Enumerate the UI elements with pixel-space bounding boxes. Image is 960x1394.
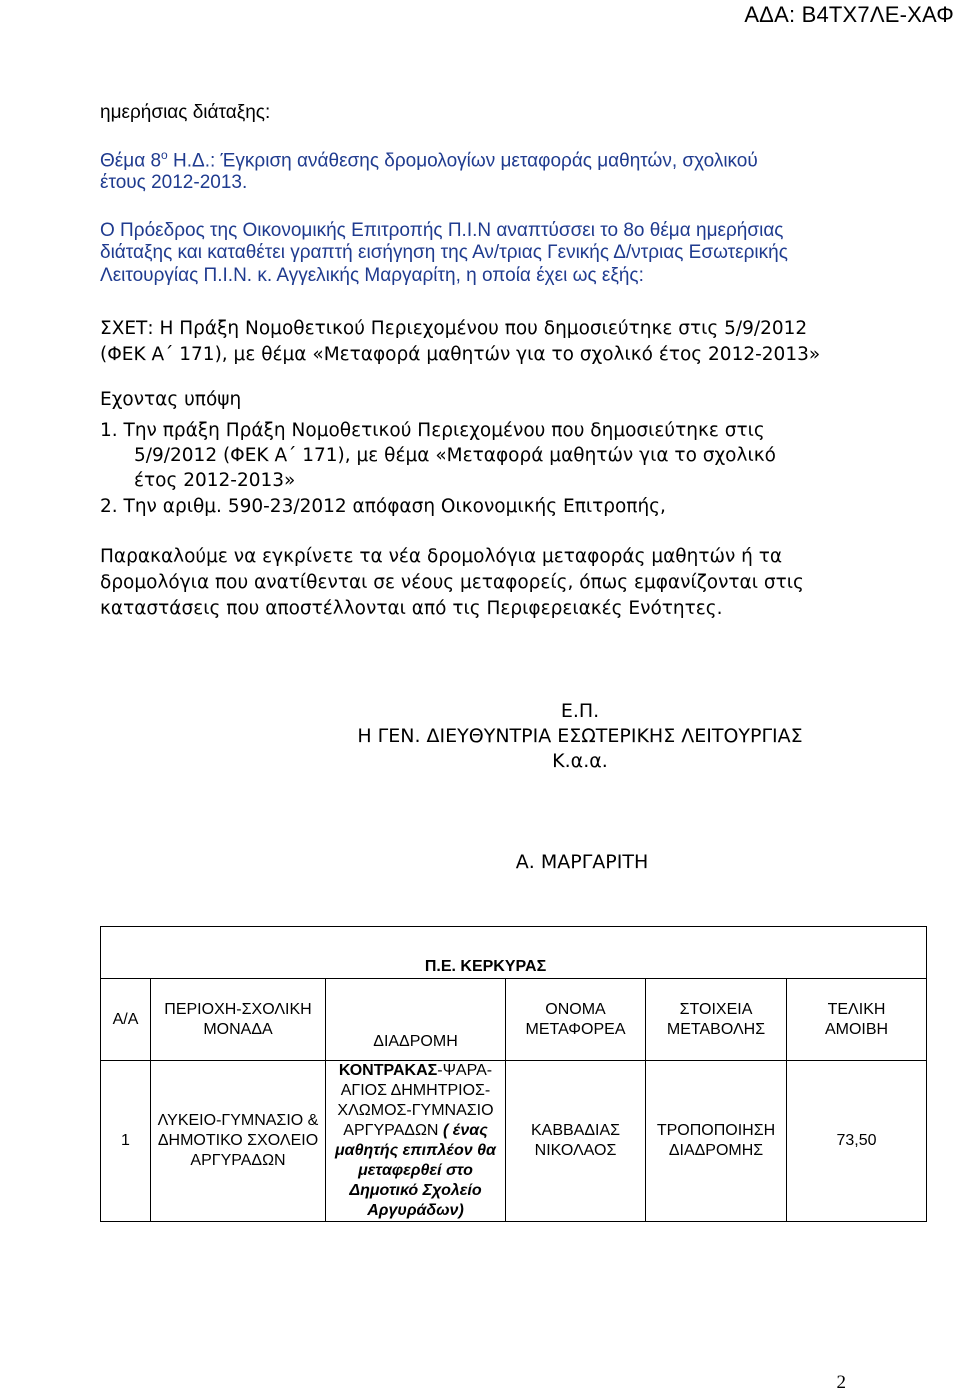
exontas-label: Εχοντας υπόψη bbox=[100, 389, 242, 410]
row-route-note-5: Αργυράδων) bbox=[367, 1202, 464, 1219]
row-aa: 1 bbox=[101, 1061, 151, 1222]
request-line-1: Παρακαλούμε να εγκρίνετε τα νέα δρομολόγια μεταφοράς μαθητών ή τα bbox=[100, 546, 783, 567]
ada-code: ΑΔΑ: Β4ΤΧ7ΛΕ-ΧΑΦ bbox=[744, 2, 954, 27]
row-area-line-1: ΛΥΚΕΙΟ-ΓΥΜΝΑΣΙΟ & bbox=[157, 1112, 319, 1129]
row-carrier-line-1: ΚΑΒΒΑΔΙΑΣ bbox=[530, 1122, 621, 1139]
header-row bbox=[101, 979, 927, 1061]
row-change-line-2: ΔΙΑΔΡΟΜΗΣ bbox=[668, 1142, 764, 1159]
intro-line-1: Ο Πρόεδρος της Οικονομικής Επιτροπής Π.Ι.Ν αναπτύσσει το 8ο θέμα ημερήσιας bbox=[100, 220, 784, 241]
header-area-line-1: ΠΕΡΙΟΧΗ-ΣΧΟΛΙΚΗ bbox=[164, 1000, 312, 1018]
row-change-line-1: ΤΡΟΠΟΠΟΙΗΣΗ bbox=[656, 1122, 776, 1139]
page-number: 2 bbox=[836, 1372, 846, 1393]
row-route-r2: ΑΓΙΟΣ ΔΗΜΗΤΡΙΟΣ- bbox=[340, 1082, 491, 1099]
signature-name: Α. ΜΑΡΓΑΡΙΤΗ bbox=[515, 851, 649, 873]
intro-line-2: διάταξης και καταθέτει γραπτή εισήγηση της Αν/τριας Γενικής Δ/ντριας Εσωτερικής bbox=[100, 242, 788, 263]
row-route-note-1: ( ένας bbox=[442, 1122, 488, 1139]
intro-line-3: Λειτουργίας Π.Ι.Ν. κ. Αγγελικής Μαργαρίτη, η οποία έχει ως εξής: bbox=[100, 265, 644, 286]
header-fee bbox=[787, 979, 927, 1061]
row-route bbox=[326, 1061, 506, 1222]
header-aa: Α/Α bbox=[101, 979, 151, 1061]
request-line-2: δρομολόγια που ανατίθενται σε νέους μεταφορείς, όπως εμφανίζονται στις bbox=[100, 572, 804, 593]
agenda-label: ημερήσιας διάταξης: bbox=[100, 102, 271, 123]
row-route-bold: ΚΟΝΤΡΑΚΑΣ bbox=[338, 1062, 438, 1079]
row-route-r4: ΑΡΓΥΡΑΔΩΝ bbox=[343, 1122, 443, 1139]
item-2: 2. Την αριθμ. 590-23/2012 απόφαση Οικονομικής Επιτροπής, bbox=[100, 496, 666, 517]
header-fee-line-2: ΑΜΟΙΒΗ bbox=[824, 1020, 889, 1038]
sxet-line-2: (ΦΕΚ Α΄ 171), με θέμα «Μεταφορά μαθητών για το σχολικό έτος 2012-2013» bbox=[100, 344, 821, 365]
routes-table bbox=[100, 926, 927, 1222]
row-route-note-2: μαθητής επιπλέον θα bbox=[335, 1142, 496, 1159]
signature-ep: Ε.Π. bbox=[560, 700, 600, 722]
region-row bbox=[101, 927, 927, 979]
row-area bbox=[151, 1061, 326, 1222]
theme-rest: : Έγκριση ανάθεσης δρομολογίων μεταφοράς μαθητών, σχολικού bbox=[209, 150, 758, 172]
theme-mid: Η.Δ. bbox=[167, 150, 210, 172]
header-fee-line-1: ΤΕΛΙΚΗ bbox=[827, 1000, 886, 1018]
row-route-r1: -ΨΑΡΑ- bbox=[437, 1062, 493, 1079]
signature-kaa: Κ.α.α. bbox=[552, 750, 608, 772]
row-fee: 73,50 bbox=[787, 1061, 927, 1222]
theme-prefix: Θέμα 8 bbox=[100, 150, 162, 172]
theme-sup: ο bbox=[161, 148, 168, 162]
row-route-r3: ΧΛΩΜΟΣ-ΓΥΜΝΑΣΙΟ bbox=[337, 1102, 494, 1119]
signature-title: Η ΓΕΝ. ΔΙΕΥΘΥΝΤΡΙΑ ΕΣΩΤΕΡΙΚΗΣ ΛΕΙΤΟΥΡΓΙΑΣ bbox=[357, 725, 803, 747]
row-route-note-3: μεταφερθεί στο bbox=[358, 1162, 473, 1179]
row-change bbox=[646, 1061, 787, 1222]
row-area-line-2: ΔΗΜΟΤΙΚΟ ΣΧΟΛΕΙΟ bbox=[157, 1132, 319, 1149]
header-area bbox=[151, 979, 326, 1061]
item-1-line-2: 5/9/2012 (ΦΕΚ Α΄ 171), με θέμα «Μεταφορά μαθητών για το σχολικό bbox=[134, 445, 776, 466]
item-1-line-3: έτος 2012-2013» bbox=[134, 470, 296, 491]
row-route-note-4: Δημοτικό Σχολείο bbox=[349, 1182, 482, 1199]
header-change-line-2: ΜΕΤΑΒΟΛΗΣ bbox=[666, 1020, 766, 1038]
region-title: Π.Ε. ΚΕΡΚΥΡΑΣ bbox=[326, 927, 646, 979]
row-carrier bbox=[506, 1061, 646, 1222]
header-change-line-1: ΣΤΟΙΧΕΙΑ bbox=[679, 1000, 753, 1018]
header-change bbox=[646, 979, 787, 1061]
theme-line-1 bbox=[100, 148, 758, 172]
table-row bbox=[101, 1061, 927, 1222]
row-area-line-3: ΑΡΓΥΡΑΔΩΝ bbox=[190, 1152, 286, 1169]
header-carrier-line-2: ΜΕΤΑΦΟΡΕΑ bbox=[525, 1020, 626, 1038]
item-1-line-1: 1. Την πράξη Πράξη Νομοθετικού Περιεχομένου που δημοσιεύτηκε στις bbox=[100, 420, 765, 441]
header-area-line-2: ΜΟΝΑΔΑ bbox=[203, 1020, 273, 1038]
theme-line-2: έτους 2012-2013. bbox=[100, 172, 248, 193]
request-line-3: καταστάσεις που αποστέλλονται από τις Περιφερειακές Ενότητες. bbox=[100, 598, 723, 619]
sxet-line-1: ΣΧΕΤ: Η Πράξη Νομοθετικού Περιεχομένου που δημοσιεύτηκε στις 5/9/2012 bbox=[100, 318, 808, 339]
header-carrier-line-1: ΟΝΟΜΑ bbox=[545, 1000, 606, 1018]
header-route: ΔΙΑΔΡΟΜΗ bbox=[326, 979, 506, 1061]
row-carrier-line-2: ΝΙΚΟΛΑΟΣ bbox=[534, 1142, 617, 1159]
header-carrier bbox=[506, 979, 646, 1061]
